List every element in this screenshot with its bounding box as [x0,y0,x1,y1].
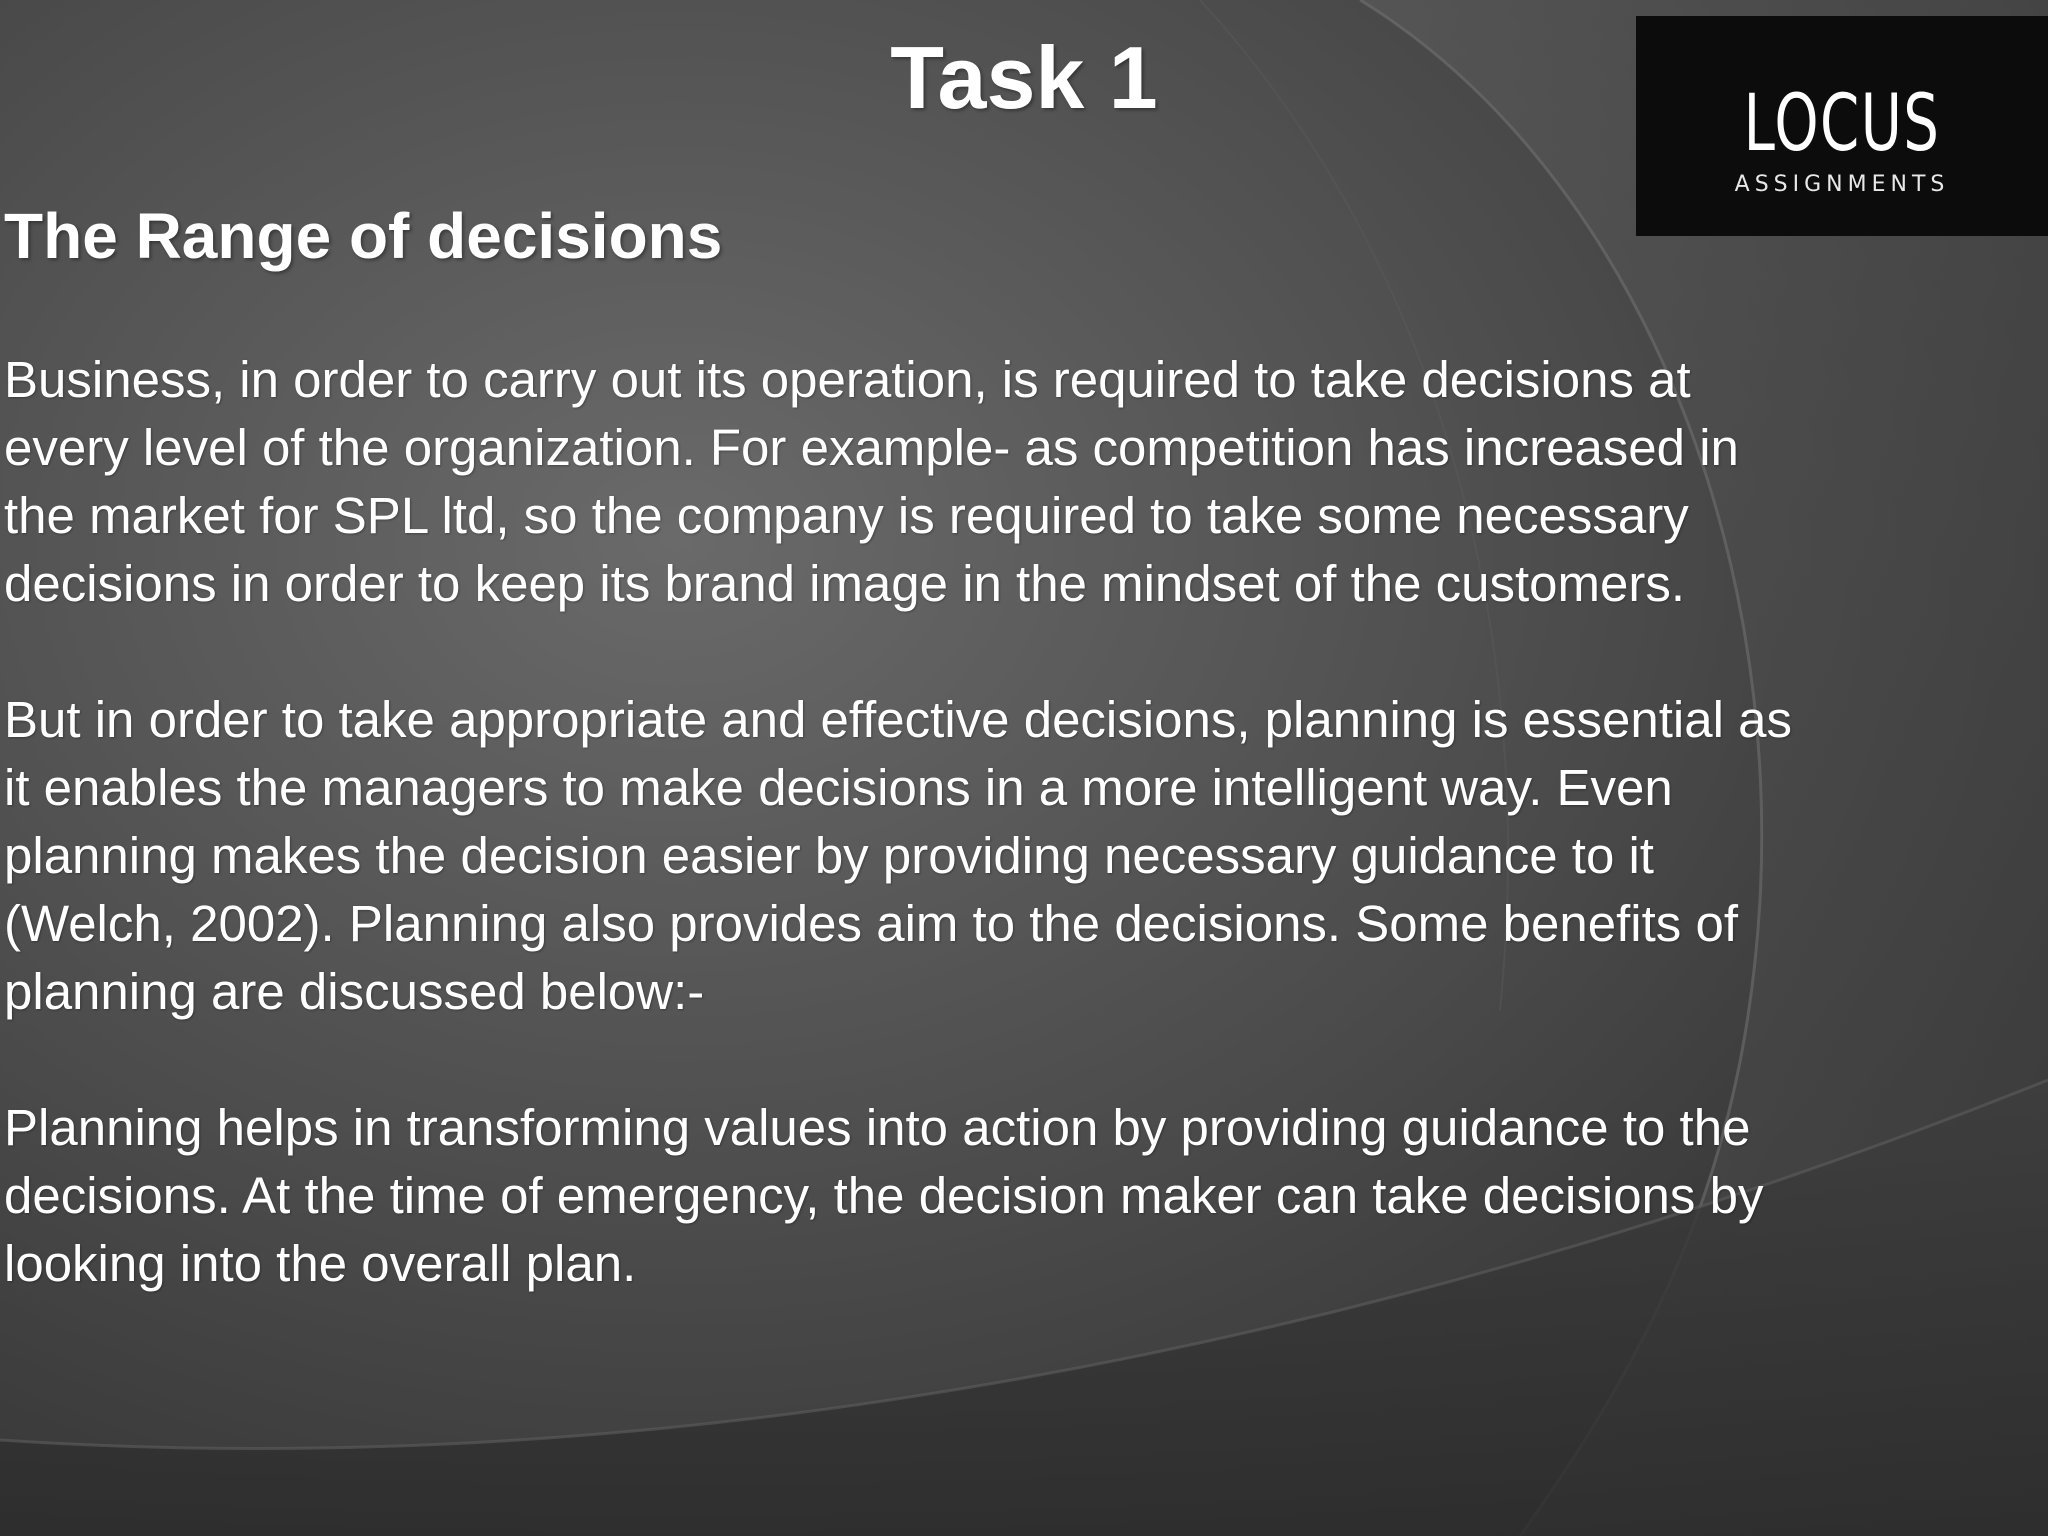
paragraph-line: the market for SPL ltd, so the company is required to take some necessary [4,487,1689,544]
section-heading: The Range of decisions [4,200,723,272]
slide-title: Task 1 [890,28,1158,127]
paragraph-line: decisions in order to keep its brand image in the mindset of the customers. [4,555,1686,612]
paragraph-line: Planning helps in transforming values into action by providing guidance to the [4,1099,1751,1156]
paragraph-line: (Welch, 2002). Planning also provides aim to the decisions. Some benefits of [4,895,1738,952]
paragraph-planning-benefits [4,1094,2014,1298]
paragraph-line: looking into the overall plan. [4,1235,637,1292]
logo-subtitle: ASSIGNMENTS [1734,172,1950,197]
paragraph-line: But in order to take appropriate and effective decisions, planning is essential as [4,691,1792,748]
paragraph-line: every level of the organization. For example- as competition has increased in [4,419,1739,476]
slide-content [4,196,2014,1298]
paragraph-line: decisions. At the time of emergency, the decision maker can take decisions by [4,1167,1764,1224]
logo-wordmark: LOCUS [1743,79,1941,169]
paragraph-line: Business, in order to carry out its operation, is required to take decisions at [4,351,1691,408]
paragraph-business-decisions [4,346,2014,618]
paragraph-line: planning are discussed below:- [4,963,705,1020]
paragraph-planning-essential [4,686,2014,1026]
paragraph-line: it enables the managers to make decisions in a more intelligent way. Even [4,759,1673,816]
paragraph-line: planning makes the decision easier by providing necessary guidance to it [4,827,1654,884]
